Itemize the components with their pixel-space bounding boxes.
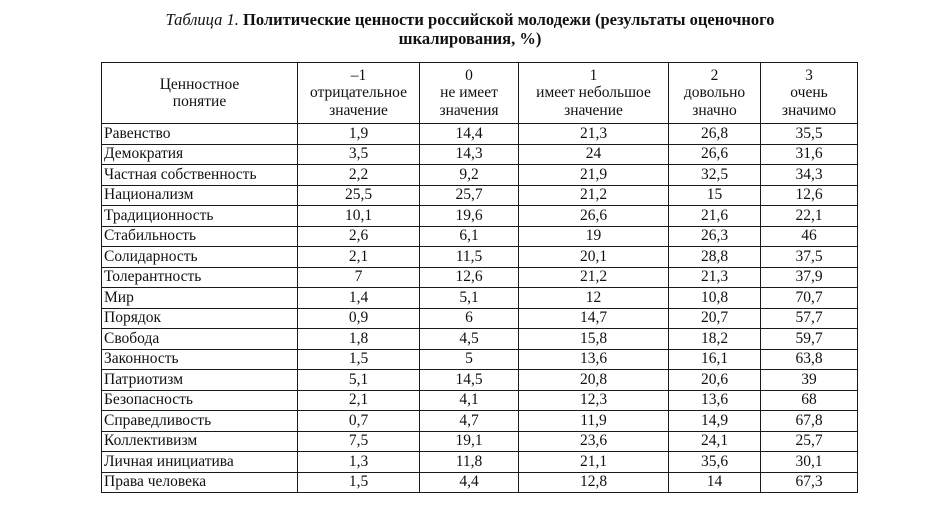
table-cell-value: 14,7 — [519, 308, 669, 329]
table-row — [102, 329, 858, 350]
table-cell-value: 12,6 — [420, 267, 519, 288]
table-cell-value: 12,8 — [519, 472, 669, 493]
column-header-score: –1 — [350, 66, 367, 84]
table-cell-value: 30,1 — [761, 452, 858, 473]
table-cell-value: 4,5 — [420, 329, 519, 350]
table-cell-value: 35,5 — [761, 124, 858, 145]
column-header-score: 3 — [805, 66, 813, 84]
table-cell-value: 2,1 — [298, 247, 420, 268]
table-cell-value: 4,7 — [420, 411, 519, 432]
table-cell-value: 20,1 — [519, 247, 669, 268]
table-row — [102, 124, 858, 145]
table-cell-value: 37,5 — [761, 247, 858, 268]
table-cell-value: 2,6 — [298, 226, 420, 247]
table-cell-value: 14,5 — [420, 370, 519, 391]
table-cell-value: 19 — [519, 226, 669, 247]
table-cell-value: 63,8 — [761, 349, 858, 370]
table-cell-value: 21,1 — [519, 452, 669, 473]
column-header-concept-line1: Ценностное — [159, 75, 240, 93]
table-cell-value: 5,1 — [420, 288, 519, 309]
table-cell-value: 24 — [519, 144, 669, 165]
table-cell-value: 46 — [761, 226, 858, 247]
table-cell-value: 68 — [761, 390, 858, 411]
table-row — [102, 472, 858, 493]
table-body — [102, 124, 858, 493]
table-cell-concept: Национализм — [102, 185, 298, 206]
table-cell-concept: Традиционность — [102, 206, 298, 227]
table-row — [102, 288, 858, 309]
table-row — [102, 226, 858, 247]
table-header-row — [102, 63, 858, 124]
table-cell-value: 12,6 — [761, 185, 858, 206]
table-cell-value: 7,5 — [298, 431, 420, 452]
table-cell-value: 5 — [420, 349, 519, 370]
table-cell-value: 21,6 — [669, 206, 761, 227]
table-cell-value: 14,4 — [420, 124, 519, 145]
table-cell-concept: Толерантность — [102, 267, 298, 288]
table-caption — [120, 10, 820, 48]
table-cell-value: 10,8 — [669, 288, 761, 309]
table-caption-label: Таблица 1. — [165, 10, 239, 29]
table-cell-value: 35,6 — [669, 452, 761, 473]
table-cell-value: 11,5 — [420, 247, 519, 268]
table-row — [102, 165, 858, 186]
table-cell-value: 0,7 — [298, 411, 420, 432]
table-cell-value: 26,6 — [519, 206, 669, 227]
column-header-concept-line2: понятие — [172, 93, 227, 110]
table-cell-value: 21,3 — [669, 267, 761, 288]
table-cell-value: 31,6 — [761, 144, 858, 165]
table-row — [102, 411, 858, 432]
column-header-score: 2 — [710, 66, 719, 84]
table-cell-value: 11,8 — [420, 452, 519, 473]
table-cell-value: 10,1 — [298, 206, 420, 227]
table-cell-value: 2,1 — [298, 390, 420, 411]
table-cell-value: 26,8 — [669, 124, 761, 145]
table-row — [102, 144, 858, 165]
column-header-zero — [420, 63, 519, 124]
column-header-line2: значение — [329, 101, 388, 119]
table-cell-concept: Законность — [102, 349, 298, 370]
column-header-small — [519, 63, 669, 124]
table-cell-value: 70,7 — [761, 288, 858, 309]
column-header-concept — [102, 63, 298, 124]
political-values-table — [101, 62, 858, 493]
table-cell-value: 12,3 — [519, 390, 669, 411]
table-cell-concept: Стабильность — [102, 226, 298, 247]
table-cell-concept: Равенство — [102, 124, 298, 145]
table-cell-value: 4,4 — [420, 472, 519, 493]
table-cell-value: 14 — [669, 472, 761, 493]
table-cell-value: 21,2 — [519, 185, 669, 206]
column-header-line2: значение — [564, 101, 623, 119]
table-cell-value: 34,3 — [761, 165, 858, 186]
table-cell-value: 25,7 — [761, 431, 858, 452]
table-cell-value: 25,7 — [420, 185, 519, 206]
table-row — [102, 431, 858, 452]
table-cell-value: 15 — [669, 185, 761, 206]
table-cell-value: 2,2 — [298, 165, 420, 186]
table-cell-value: 14,3 — [420, 144, 519, 165]
table-cell-value: 21,2 — [519, 267, 669, 288]
table-cell-concept: Патриотизм — [102, 370, 298, 391]
table-cell-value: 19,6 — [420, 206, 519, 227]
table-cell-value: 13,6 — [519, 349, 669, 370]
table-row — [102, 206, 858, 227]
table-cell-concept: Права человека — [102, 472, 298, 493]
table-cell-value: 59,7 — [761, 329, 858, 350]
table-row — [102, 390, 858, 411]
table-cell-value: 1,3 — [298, 452, 420, 473]
column-header-line1: очень — [790, 84, 828, 102]
table-cell-value: 39 — [761, 370, 858, 391]
table-cell-concept: Справедливость — [102, 411, 298, 432]
table-cell-value: 19,1 — [420, 431, 519, 452]
column-header-line1: имеет небольшое — [536, 84, 651, 102]
table-cell-concept: Демократия — [102, 144, 298, 165]
table-cell-value: 13,6 — [669, 390, 761, 411]
table-cell-value: 26,6 — [669, 144, 761, 165]
table-cell-value: 0,9 — [298, 308, 420, 329]
table-cell-value: 24,1 — [669, 431, 761, 452]
table-cell-value: 37,9 — [761, 267, 858, 288]
table-cell-concept: Мир — [102, 288, 298, 309]
table-cell-value: 20,7 — [669, 308, 761, 329]
table-row — [102, 185, 858, 206]
table-cell-value: 16,1 — [669, 349, 761, 370]
table-cell-value: 4,1 — [420, 390, 519, 411]
table-row — [102, 370, 858, 391]
table-cell-value: 57,7 — [761, 308, 858, 329]
table-cell-concept: Солидарность — [102, 247, 298, 268]
table-cell-value: 21,3 — [519, 124, 669, 145]
table-cell-concept: Свобода — [102, 329, 298, 350]
table-cell-value: 20,6 — [669, 370, 761, 391]
table-caption-title: Политические ценности российской молодежи (результаты оценочного шкалирования, %) — [243, 10, 775, 48]
table-cell-value: 23,6 — [519, 431, 669, 452]
column-header-line1: не имеет — [440, 84, 498, 102]
table-cell-value: 21,9 — [519, 165, 669, 186]
table-cell-value: 1,8 — [298, 329, 420, 350]
column-header-line2: значно — [692, 101, 737, 119]
column-header-line1: отрицательное — [310, 84, 407, 102]
table-cell-concept: Коллективизм — [102, 431, 298, 452]
table-cell-value: 18,2 — [669, 329, 761, 350]
table-row — [102, 349, 858, 370]
table-cell-value: 3,5 — [298, 144, 420, 165]
column-header-line2: значения — [439, 101, 499, 119]
table-cell-concept: Частная собственность — [102, 165, 298, 186]
table-cell-value: 5,1 — [298, 370, 420, 391]
table-row — [102, 452, 858, 473]
table-cell-concept: Безопасность — [102, 390, 298, 411]
table-cell-value: 12 — [519, 288, 669, 309]
table-cell-value: 25,5 — [298, 185, 420, 206]
table-cell-value: 14,9 — [669, 411, 761, 432]
table-cell-value: 6 — [420, 308, 519, 329]
table-cell-value: 26,3 — [669, 226, 761, 247]
table-cell-value: 9,2 — [420, 165, 519, 186]
table-cell-concept: Порядок — [102, 308, 298, 329]
column-header-line2: значимо — [781, 101, 837, 119]
table-row — [102, 308, 858, 329]
table-cell-value: 1,5 — [298, 472, 420, 493]
table-cell-value: 28,8 — [669, 247, 761, 268]
column-header-very — [761, 63, 858, 124]
table-cell-value: 22,1 — [761, 206, 858, 227]
column-header-line1: довольно — [683, 84, 746, 102]
table-cell-value: 6,1 — [420, 226, 519, 247]
table-cell-value: 1,4 — [298, 288, 420, 309]
table-cell-value: 1,9 — [298, 124, 420, 145]
table-row — [102, 247, 858, 268]
column-header-score: 0 — [465, 66, 473, 84]
table-cell-value: 32,5 — [669, 165, 761, 186]
column-header-negative — [298, 63, 420, 124]
table-cell-value: 1,5 — [298, 349, 420, 370]
column-header-score: 1 — [589, 66, 598, 84]
table-cell-value: 20,8 — [519, 370, 669, 391]
table-cell-value: 7 — [298, 267, 420, 288]
table-cell-value: 11,9 — [519, 411, 669, 432]
table-cell-value: 15,8 — [519, 329, 669, 350]
table-cell-concept: Личная инициатива — [102, 452, 298, 473]
table-row — [102, 267, 858, 288]
table-cell-value: 67,8 — [761, 411, 858, 432]
table-cell-value: 67,3 — [761, 472, 858, 493]
column-header-fairly — [669, 63, 761, 124]
